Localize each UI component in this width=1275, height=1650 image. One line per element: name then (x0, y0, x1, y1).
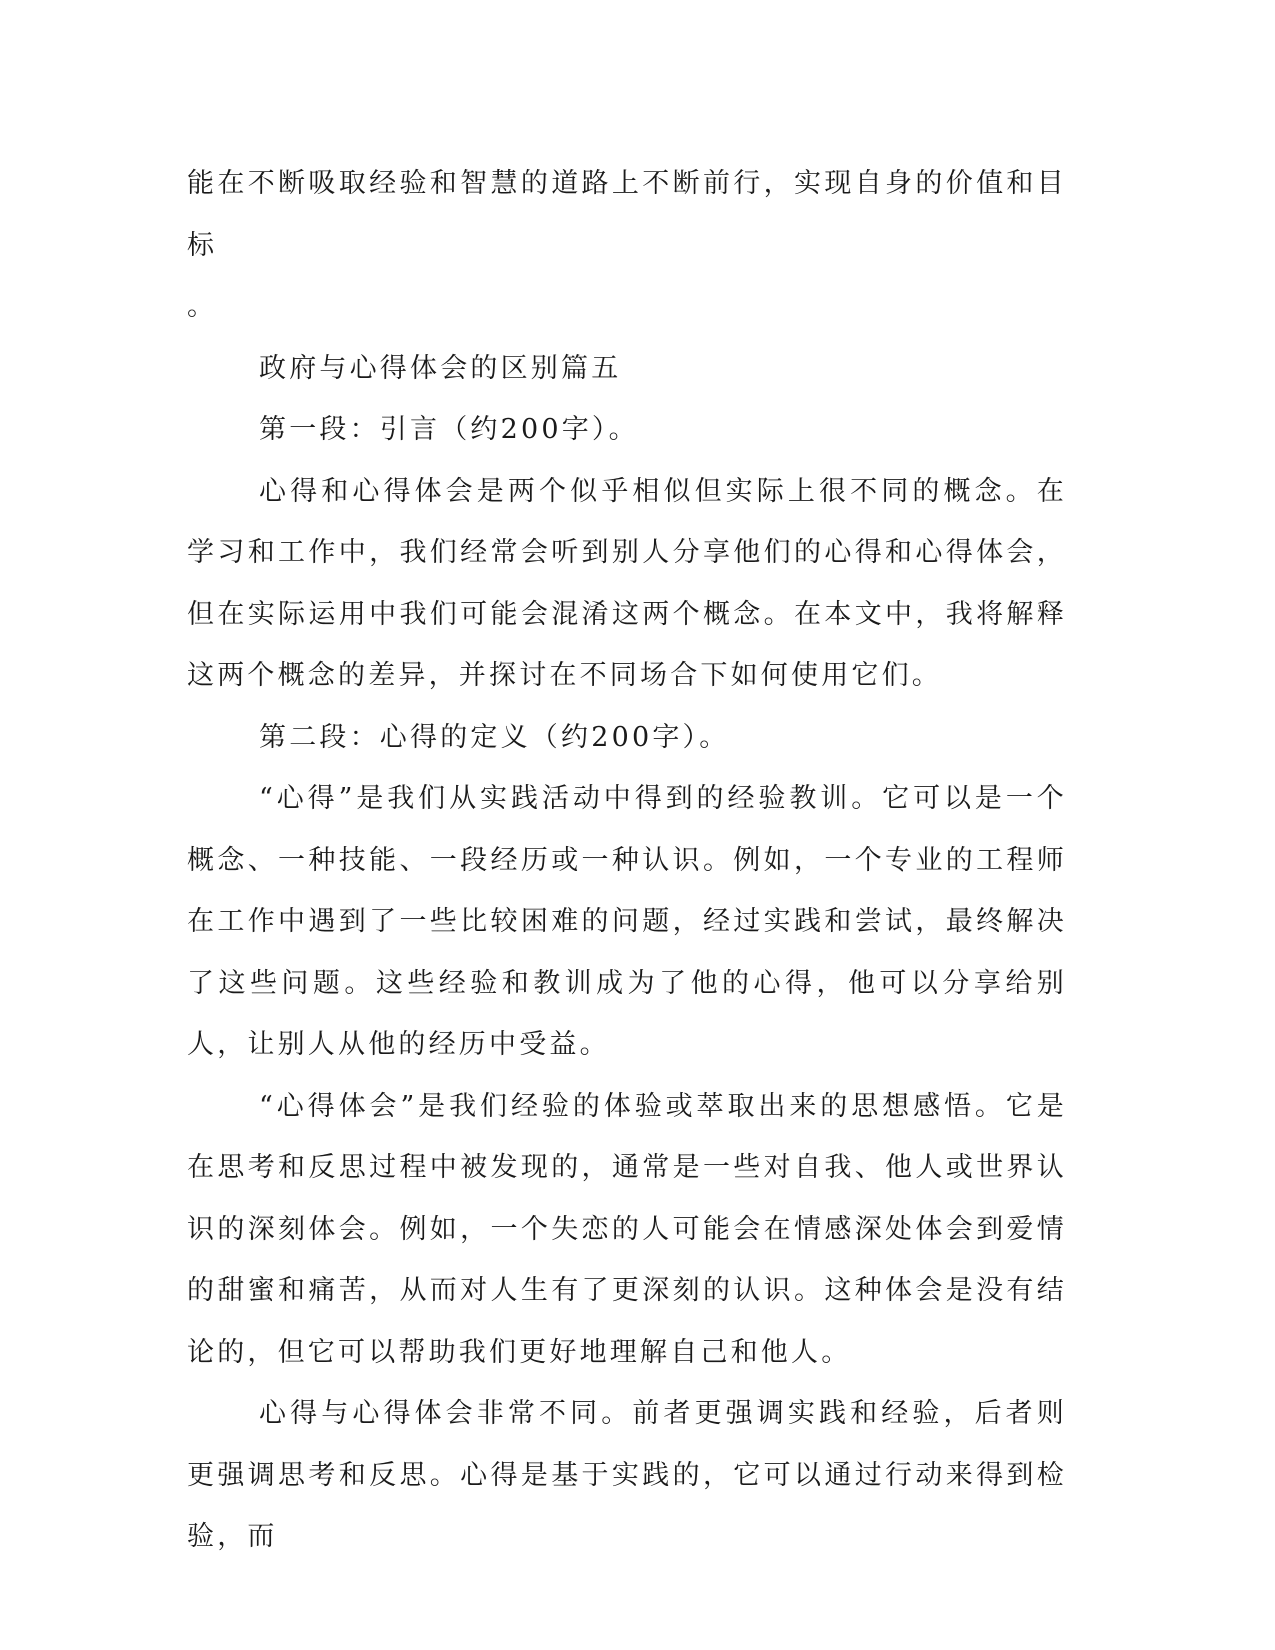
section-heading-intro: 第一段：引言（约200字）。 (259, 414, 639, 445)
paragraph-continuation: 能在不断吸取经验和智慧的道路上不断前行，实现自身的价值和目标 。 (187, 168, 1067, 322)
section-heading-definition: 第二段：心得的定义（约200字）。 (259, 721, 730, 753)
paragraph-intro: 心得和心得体会是两个似乎相似但实际上很不同的概念。在学习和工作中，我们经常会听到别人分享他们的心得和心得体会，但在实际运用中我们可能会混淆这两个概念。在本文中，我将解释这两个概念的差异，并探讨在不同场合下如何使用它们。 (187, 475, 1067, 691)
section-title: 政府与心得体会的区别篇五 (259, 352, 622, 384)
paragraph-xinde: “心得”是我们从实践活动中得到的经验教训。它可以是一个概念、一种技能、一段经历或一种认识。例如，一个专业的工程师在工作中遇到了一些比较困难的问题，经过实践和尝试，最终解决了这些问题。这些经验和教训成为了他的心得，他可以分享给别人，让别人从他的经历中受益。 (187, 783, 1067, 1060)
paragraph-xinde-tihui: “心得体会”是我们经验的体验或萃取出来的思想感悟。它是在思考和反思过程中被发现的，通常是一些对自我、他人或世界认识的深刻体会。例如，一个失恋的人可能会在情感深处体会到爱情的甜蜜和痛苦，从而对人生有了更深刻的认识。这种体会是没有结论的，但它可以帮助我们更好地理解自己和他人。 (187, 1090, 1067, 1368)
paragraph-comparison: 心得与心得体会非常不同。前者更强调实践和经验，后者则更强调思考和反思。心得是基于实践的，它可以通过行动来得到检验，而 (187, 1398, 1067, 1552)
document-body (187, 153, 1067, 1568)
